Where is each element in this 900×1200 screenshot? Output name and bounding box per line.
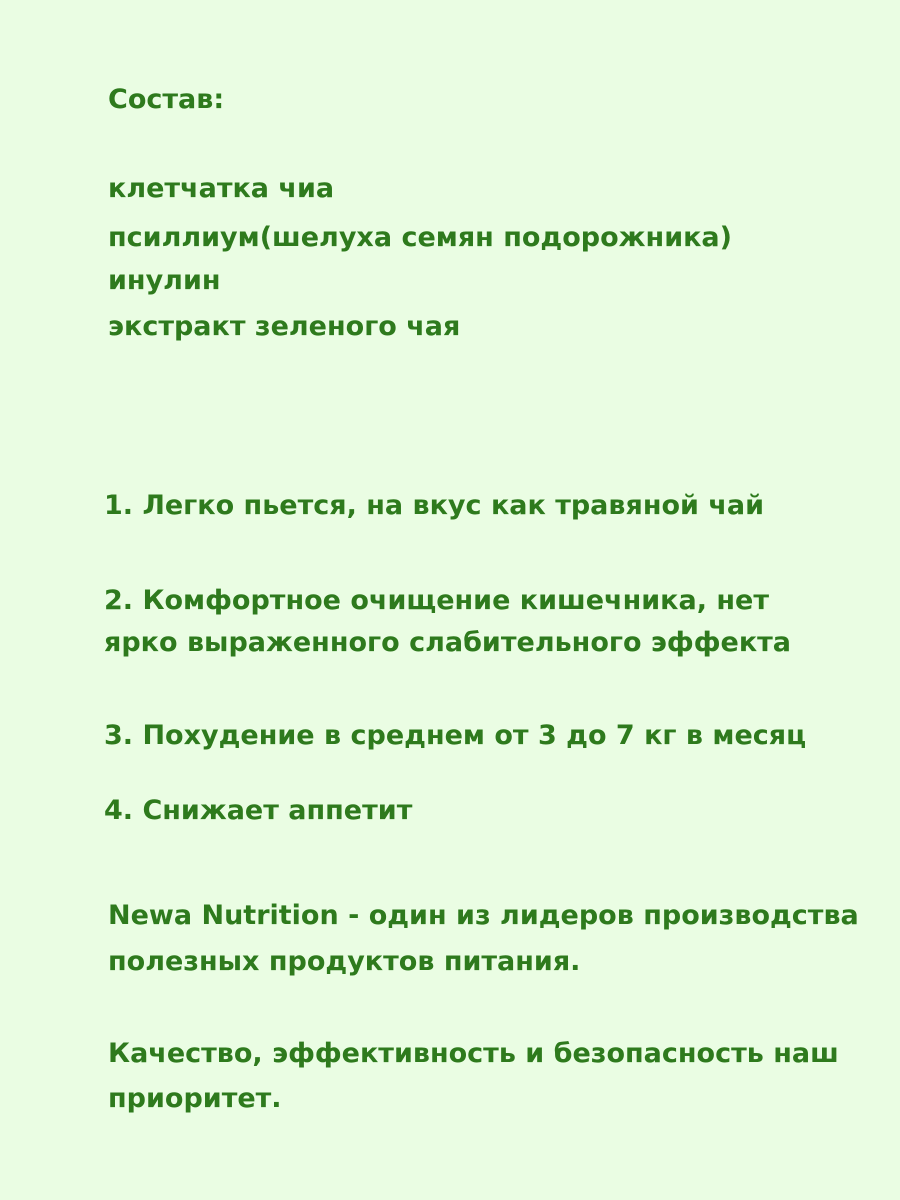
benefit-4: 4. Снижает аппетит: [104, 795, 413, 826]
benefit-1: 1. Легко пьется, на вкус как травяной чай: [104, 490, 765, 521]
brand-statement-line-2: полезных продуктов питания.: [108, 946, 581, 977]
ingredient-green-tea-extract: экстракт зеленого чая: [108, 311, 461, 342]
brand-priority-line-1: Качество, эффективность и безопасность наш: [108, 1038, 839, 1069]
ingredient-chia-fiber: клетчатка чиа: [108, 173, 335, 204]
ingredient-inulin: инулин: [108, 265, 221, 296]
brand-statement-line-1: Newa Nutrition - один из лидеров производства: [108, 900, 859, 931]
benefit-3: 3. Похудение в среднем от 3 до 7 кг в месяц: [104, 720, 807, 751]
benefit-2-line-1: 2. Комфортное очищение кишечника, нет: [104, 585, 769, 616]
ingredient-psyllium: псиллиум(шелуха семян подорожника): [108, 222, 732, 253]
brand-priority-line-2: приоритет.: [108, 1083, 282, 1114]
composition-title: Состав:: [108, 84, 225, 115]
benefit-2-line-2: ярко выраженного слабительного эффекта: [104, 627, 792, 658]
